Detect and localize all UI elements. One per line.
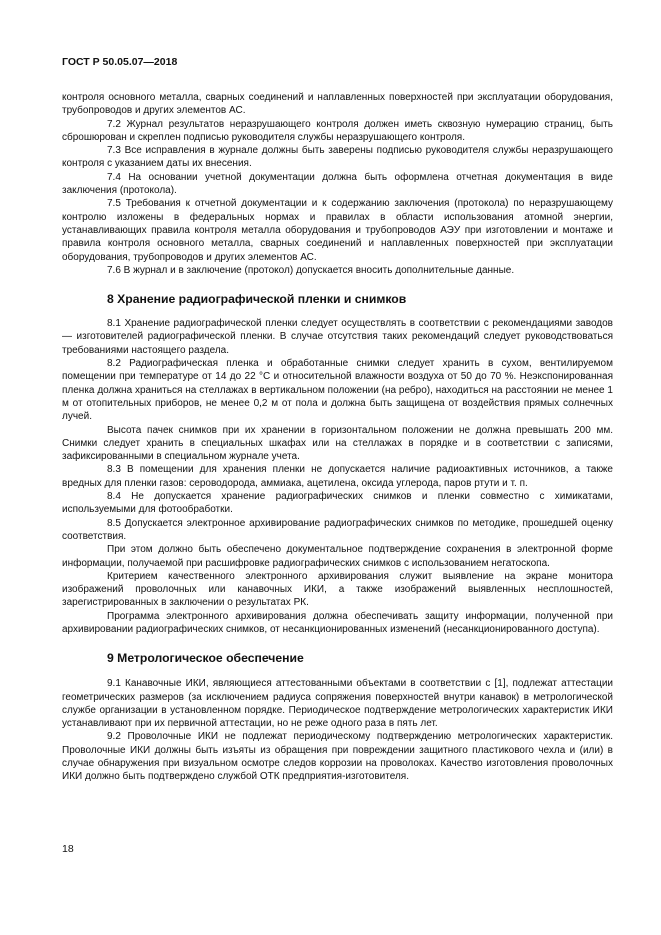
paragraph-8-4: 8.4 Не допускается хранение радиографических снимков и пленки совместно с химикатами, используемыми для фотообработки. xyxy=(62,491,613,516)
section-9-title: 9 Метрологическое обеспечение xyxy=(107,651,304,666)
paragraph-7-5: 7.5 Требования к отчетной документации и к содержанию заключения (протокола) по неразрушающему контролю изложены в федеральных нормах и правилах в области использования атомной энергии, устанавливающих правила контроля металла оборудования и трубопроводов АЭУ при изготовлении и монтаже и правила контроля основного металла, сварных соединений и наплавленных поверхностей при эксплуатации оборудования, трубопроводов и других элементов АС. xyxy=(62,198,613,263)
paragraph-8-1: 8.1 Хранение радиографической пленки следует осуществлять в соответствии с рекомендациями заводов — изготовителей радиографической пленки. В случае отсутствия таких рекомендаций следует руководствоваться требованиями настоящего раздела. xyxy=(62,318,613,356)
paragraph-9-1: 9.1 Канавочные ИКИ, являющиеся аттестованными объектами в соответствии с [1], подлежат аттестации геометрических размеров (за исключением радиуса сопряжения поверхностей внутри канавок) в метрологической службе организации в установленном порядке. Периодическое подтверждение метрологических характеристик ИКИ устанавливают при их первичной аттестации, но не реже одного раза в пять лет. xyxy=(62,678,613,730)
document-body xyxy=(62,91,613,784)
paragraph-7-2: 7.2 Журнал результатов неразрушающего контроля должен иметь сквозную нумерацию страниц, быть сброшюрован и скреплен подписью руководителя службы неразрушающего контроля. xyxy=(62,118,613,143)
document-header: ГОСТ Р 50.05.07—2018 xyxy=(62,56,178,68)
paragraph-7-4: 7.4 На основании учетной документации должна быть оформлена отчетная документация в виде заключения (протокола). xyxy=(62,171,613,197)
section-8-title: 8 Хранение радиографической пленки и снимков xyxy=(107,292,407,307)
paragraph-7-3: 7.3 Все исправления в журнале должны быть заверены подписью руководителя службы неразрушающего контроля с указанием даты их внесения. xyxy=(62,145,613,170)
paragraph-8-2-stack-height: Высота пачек снимков при их хранении в горизонтальном положении не должна превышать 200 мм. Снимки следует хранить в специальных шкафах или на стеллажах в порядке и в соответствии с записями, зафиксированными в специальном журнале учета. xyxy=(62,424,613,463)
page-number: 18 xyxy=(62,843,74,855)
paragraph-continuation: контроля основного металла, сварных соединений и наплавленных поверхностей при эксплуатации оборудования, трубопроводов и других элементов АС. xyxy=(62,92,613,117)
paragraph-8-5-criterion: Критерием качественного электронного архивирования служит выявление на экране монитора изображений проволочных или канавочных ИКИ, а также изображений выявленных несплошностей, зарегистрированных в заключении о результатах РК. xyxy=(62,570,613,609)
paragraph-8-3: 8.3 В помещении для хранения пленки не допускается наличие радиоактивных источников, а также вредных для пленки газов: сероводорода, аммиака, ацетилена, оксида углерода, паров ртути и т. п. xyxy=(62,464,613,489)
paragraph-8-2: 8.2 Радиографическая пленка и обработанные снимки следует хранить в сухом, вентилируемом помещении при температуре от 14 до 22 °С и относительной влажности воздуха от 50 до 70 %. Неэкспонированная пленка должна храниться на стеллажах в вертикальном положении (на ребро), находиться на расстоянии не менее 1 м от отопительных приборов, не менее 0,2 м от пола и должна быть защищена от воздействия прямых солнечных лучей. xyxy=(62,358,613,423)
paragraph-8-5: 8.5 Допускается электронное архивирование радиографических снимков по методике, прошедшей оценку соответствия. xyxy=(62,517,613,542)
paragraph-7-6: 7.6 В журнал и в заключение (протокол) допускается вносить дополнительные данные. xyxy=(107,264,515,276)
paragraph-8-5-program: Программа электронного архивирования должна обеспечивать защиту информации, полученной при архивировании радиографических снимков, от несанкционированных изменений (несанкционированного доступа). xyxy=(62,610,613,635)
paragraph-8-5-confirmation: При этом должно быть обеспечено документальное подтверждение сохранения в электронной форме информации, получаемой при расшифровке радиографических снимков с использованием негатоскопа. xyxy=(62,544,613,569)
paragraph-9-2: 9.2 Проволочные ИКИ не подлежат периодическому подтверждению метрологических характеристик. Проволочные ИКИ должны быть изъяты из обращения при повреждении защитного пластикового чехла и (или) в случае обнаружения при визуальном осмотре следов коррозии на проволоках. Качество изготовления проволочных ИКИ должно быть подтверждено службой ОТК предприятия-изготовителя. xyxy=(62,731,613,783)
